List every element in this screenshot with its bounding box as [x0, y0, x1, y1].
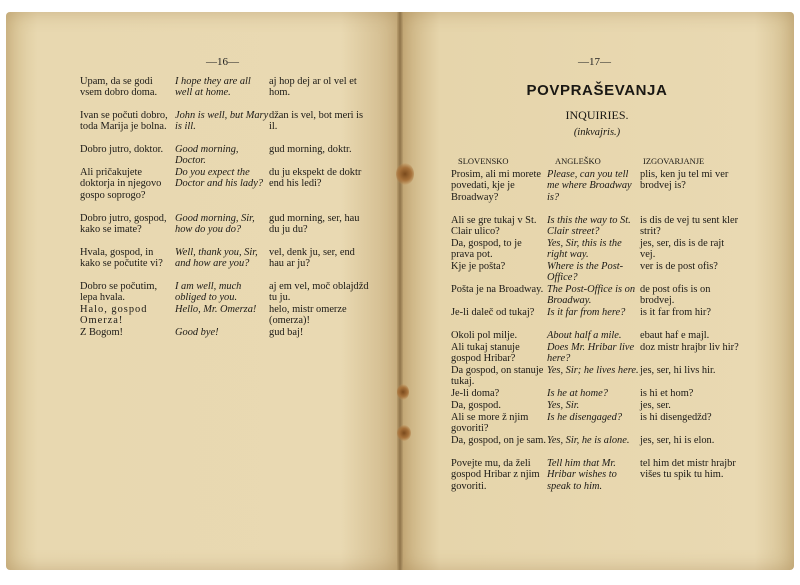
table-row — [451, 388, 751, 400]
english-text: Good morning, Doctor. — [175, 144, 239, 167]
pronunciation-text: helo, mistr omerze (omerza)! — [269, 304, 347, 327]
table-row — [451, 261, 751, 284]
english-text: The Post-Office is on Broadway. — [547, 284, 636, 307]
section-title: POVPRAŠEVANJA — [526, 82, 668, 99]
pronunciation-text: jes, ser. — [640, 400, 671, 411]
section-subtitle: INQUIRIES. — [565, 108, 629, 122]
pronunciation-text: gud morning, ser, hau du ju du? — [269, 213, 360, 236]
table-row — [451, 342, 751, 365]
page-number-left: —16— — [206, 56, 239, 68]
pronunciation-text: džan is vel, bot meri is il. — [269, 110, 364, 133]
english-text: Please, can you tell me where Broadway is? — [547, 169, 632, 203]
english-text: Does Mr. Hribar live here? — [547, 342, 635, 365]
pronunciation-text: aj hop dej ar ol vel et hom. — [269, 76, 357, 99]
table-row — [451, 238, 751, 261]
column-header-english: ANGLEŠKO — [555, 156, 601, 166]
column-headers — [458, 156, 748, 166]
table-row — [451, 169, 751, 215]
table-row — [80, 110, 370, 144]
slovene-text: Povejte mu, da želi gospod Hribar z njim govoriti. — [451, 458, 540, 492]
english-text: Where is the Post-Office? — [547, 261, 624, 284]
pronunciation-text: gud baj! — [269, 327, 304, 338]
english-text: Yes, Sir. — [547, 400, 580, 411]
table-row — [451, 458, 751, 504]
pronunciation-text: ebaut haf e majl. — [640, 330, 710, 341]
pronunciation-text: doz mistr hrajbr liv hir? — [640, 342, 739, 353]
table-row — [80, 144, 370, 167]
english-text: Yes, Sir; he lives here. — [547, 365, 639, 376]
right-phrase-table — [451, 169, 751, 504]
english-text: Good morning, Sir, how do you do? — [175, 213, 255, 236]
slovene-text: Z Bogom! — [80, 327, 124, 338]
slovene-text: Je-li doma? — [451, 388, 500, 399]
table-row — [80, 247, 370, 281]
slovene-text: Da, gospod, on je sam. — [451, 435, 546, 446]
english-text: Hello, Mr. Omerza! — [175, 304, 257, 315]
table-row — [80, 281, 370, 304]
english-text: Yes, Sir, this is the right way. — [547, 238, 622, 261]
english-text: Do you expect the Doctor and his lady? — [175, 167, 264, 190]
table-row — [451, 284, 751, 307]
table-row — [451, 330, 751, 342]
stain-mark — [396, 163, 414, 185]
column-header-slovene: SLOVENSKO — [458, 156, 509, 166]
table-row — [80, 76, 370, 110]
stain-mark — [397, 384, 409, 400]
english-text: Is this the way to St. Clair street? — [547, 215, 631, 238]
slovene-text: Okoli pol milje. — [451, 330, 518, 341]
table-row — [451, 400, 751, 412]
english-text: I hope they are all well at home. — [175, 76, 251, 99]
table-row — [451, 365, 751, 388]
pronunciation-text: du ju ekspekt de doktr end his ledi? — [269, 167, 362, 190]
pronunciation-text: plis, ken ju tel mi ver brodvej is? — [640, 169, 729, 192]
table-row — [80, 167, 370, 213]
english-text: Good bye! — [175, 327, 219, 338]
pronunciation-text: aj em vel, moč oblajdžd tu ju. — [269, 281, 369, 304]
pronunciation-text: is hi disengedžd? — [640, 412, 712, 423]
english-text: About half a mile. — [547, 330, 622, 341]
pronunciation-text: de post ofis is on brodvej. — [640, 284, 711, 307]
table-row — [451, 412, 751, 435]
slovene-text: Ali pričakujete doktorja in njegovo gospo soprogo? — [80, 167, 162, 201]
slovene-text: Upam, da se godi vsem dobro doma. — [80, 76, 158, 99]
slovene-text: Je-li daleč od tukaj? — [451, 307, 535, 318]
slovene-text: Ali se more ž njim govoriti? — [451, 412, 529, 435]
slovene-text: Hvala, gospod, in kako se počutite vi? — [80, 247, 163, 270]
slovene-text: Ivan se počuti dobro, toda Marija je bolna. — [80, 110, 168, 133]
english-text: Yes, Sir, he is alone. — [547, 435, 630, 446]
pronunciation-text: ver is de post ofis? — [640, 261, 718, 272]
page-number-right: —17— — [578, 56, 611, 68]
table-row — [451, 435, 751, 458]
table-row — [451, 215, 751, 238]
slovene-text: Halo, gospod Omerza! — [80, 304, 148, 327]
table-row — [80, 213, 370, 247]
slovene-text: Ali tukaj stanuje gospod Hribar? — [451, 342, 520, 365]
table-row — [80, 327, 370, 339]
stain-mark — [397, 425, 411, 441]
slovene-text: Da, gospod, to je prava pot. — [451, 238, 522, 261]
english-text: Is it far from here? — [547, 307, 626, 318]
slovene-text: Prosim, ali mi morete povedati, kje je Broadway? — [451, 169, 542, 203]
english-text: Is he disengaged? — [547, 412, 623, 423]
english-text: Tell him that Mr. Hribar wishes to speak to him. — [547, 458, 617, 492]
pronunciation-text: vel, denk ju, ser, end hau ar ju? — [269, 247, 355, 270]
slovene-text: Pošta je na Broadway. — [451, 284, 544, 295]
pronunciation-text: is hi et hom? — [640, 388, 694, 399]
subtitle-pronunciation: (inkvajris.) — [573, 127, 621, 138]
slovene-text: Da, gospod. — [451, 400, 501, 411]
slovene-text: Dobro se počutim, lepa hvala. — [80, 281, 158, 304]
pronunciation-text: is it far from hir? — [640, 307, 711, 318]
table-row — [451, 307, 751, 330]
english-text: Is he at home? — [547, 388, 608, 399]
slovene-text: Kje je pošta? — [451, 261, 506, 272]
column-header-pronunciation: IZGOVARJANJE — [643, 156, 705, 166]
slovene-text: Dobro jutro, gospod, kako se imate? — [80, 213, 167, 236]
pronunciation-text: jes, ser, hi is elon. — [640, 435, 715, 446]
slovene-text: Dobro jutro, doktor. — [80, 144, 164, 155]
pronunciation-text: is dis de vej tu sent kler strit? — [640, 215, 739, 238]
pronunciation-text: tel him det mistr hrajbr višes tu spik tu him. — [640, 458, 736, 481]
table-row — [80, 304, 370, 327]
left-phrase-table — [80, 76, 370, 339]
pronunciation-text: jes, ser, hi livs hir. — [640, 365, 716, 376]
english-text: Well, thank you, Sir, and how are you? — [175, 247, 258, 270]
pronunciation-text: jes, ser, dis is de rajt vej. — [640, 238, 725, 261]
english-text: I am well, much obliged to you. — [175, 281, 242, 304]
slovene-text: Da gospod, on stanuje tukaj. — [451, 365, 544, 388]
english-text: John is well, but Mary is ill. — [175, 110, 269, 133]
pronunciation-text: gud morning, doktr. — [269, 144, 352, 155]
slovene-text: Ali se gre tukaj v St. Clair ulico? — [451, 215, 537, 238]
